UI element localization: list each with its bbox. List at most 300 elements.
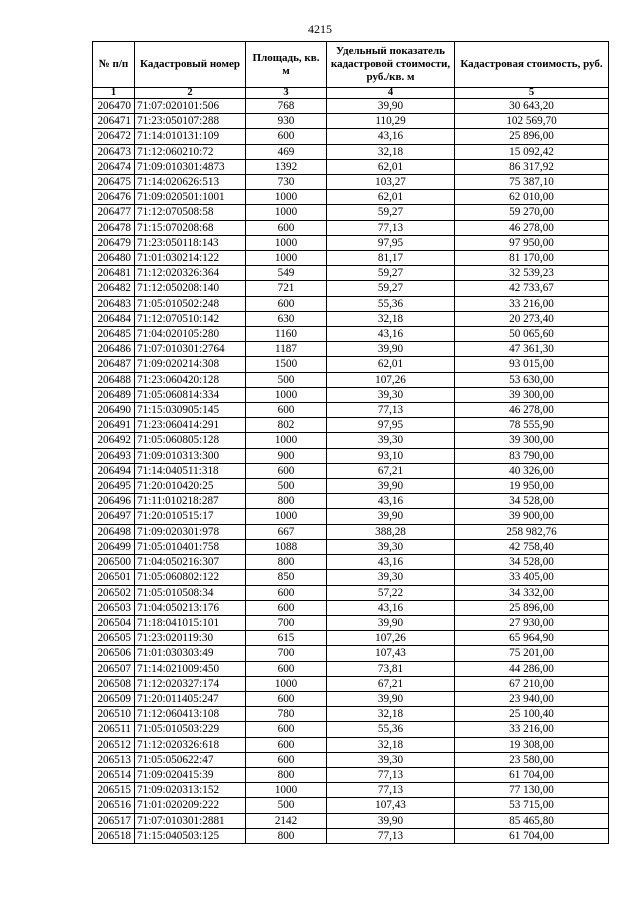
- area-value: 469: [246, 144, 327, 159]
- cost-value: 34 332,00: [455, 585, 609, 600]
- row-number: 206471: [93, 114, 135, 129]
- rate-value: 39,90: [327, 509, 455, 524]
- cadastral-number: 71:23:020119:30: [135, 631, 246, 646]
- rate-value: 39,90: [327, 479, 455, 494]
- rate-value: 81,17: [327, 251, 455, 266]
- area-value: 600: [246, 722, 327, 737]
- cadastral-number: 71:20:010420:25: [135, 479, 246, 494]
- area-value: 600: [246, 220, 327, 235]
- cadastral-number: 71:01:020209:222: [135, 798, 246, 813]
- area-value: 780: [246, 707, 327, 722]
- area-value: 800: [246, 828, 327, 843]
- row-number: 206482: [93, 281, 135, 296]
- table-row: [93, 707, 609, 722]
- area-value: 600: [246, 296, 327, 311]
- row-number: 206492: [93, 433, 135, 448]
- row-number: 206488: [93, 372, 135, 387]
- row-number: 206513: [93, 752, 135, 767]
- row-number: 206485: [93, 327, 135, 342]
- cost-value: 44 286,00: [455, 661, 609, 676]
- row-number: 206516: [93, 798, 135, 813]
- row-number: 206470: [93, 99, 135, 114]
- area-value: 1000: [246, 251, 327, 266]
- table-row: [93, 311, 609, 326]
- row-number: 206505: [93, 631, 135, 646]
- column-number: 1: [93, 88, 135, 99]
- cost-value: 93 015,00: [455, 357, 609, 372]
- cost-value: 25 896,00: [455, 600, 609, 615]
- table-row: [93, 387, 609, 402]
- cadastral-number: 71:09:020214:308: [135, 357, 246, 372]
- cadastral-number: 71:01:030303:49: [135, 646, 246, 661]
- cadastral-number: 71:12:020326:618: [135, 737, 246, 752]
- rate-value: 39,90: [327, 691, 455, 706]
- cadastral-number: 71:07:020101:506: [135, 99, 246, 114]
- cost-value: 42 758,40: [455, 539, 609, 554]
- cadastral-number: 71:09:020313:152: [135, 783, 246, 798]
- row-number: 206487: [93, 357, 135, 372]
- column-number: 2: [135, 88, 246, 99]
- table-header: [93, 42, 609, 99]
- row-number: 206473: [93, 144, 135, 159]
- table-row: [93, 600, 609, 615]
- table-row: [93, 463, 609, 478]
- area-value: 549: [246, 266, 327, 281]
- table-row: [93, 661, 609, 676]
- cost-value: 47 361,30: [455, 342, 609, 357]
- rate-value: 43,16: [327, 494, 455, 509]
- cost-value: 81 170,00: [455, 251, 609, 266]
- cost-value: 39 900,00: [455, 509, 609, 524]
- table-row: [93, 327, 609, 342]
- cost-value: 50 065,60: [455, 327, 609, 342]
- cost-value: 30 643,20: [455, 99, 609, 114]
- cost-value: 39 300,00: [455, 433, 609, 448]
- table-row: [93, 631, 609, 646]
- row-number: 206495: [93, 479, 135, 494]
- table-row: [93, 281, 609, 296]
- table-row: [93, 129, 609, 144]
- row-number: 206493: [93, 448, 135, 463]
- area-value: 1000: [246, 676, 327, 691]
- cost-value: 97 950,00: [455, 235, 609, 250]
- row-number: 206481: [93, 266, 135, 281]
- table-row: [93, 479, 609, 494]
- row-number: 206498: [93, 524, 135, 539]
- cost-value: 67 210,00: [455, 676, 609, 691]
- row-number: 206494: [93, 463, 135, 478]
- rate-value: 59,27: [327, 281, 455, 296]
- rate-value: 32,18: [327, 144, 455, 159]
- cost-value: 23 940,00: [455, 691, 609, 706]
- cadastral-number: 71:12:020326:364: [135, 266, 246, 281]
- rate-value: 77,13: [327, 220, 455, 235]
- cadastral-number: 71:07:010301:2764: [135, 342, 246, 357]
- cadastral-number: 71:23:060420:128: [135, 372, 246, 387]
- table-row: [93, 448, 609, 463]
- rate-value: 107,43: [327, 798, 455, 813]
- rate-value: 39,30: [327, 570, 455, 585]
- row-number: 206504: [93, 615, 135, 630]
- cost-value: 19 308,00: [455, 737, 609, 752]
- rate-value: 93,10: [327, 448, 455, 463]
- cost-value: 34 528,00: [455, 555, 609, 570]
- table-row: [93, 828, 609, 843]
- cost-value: 39 300,00: [455, 387, 609, 402]
- row-number: 206475: [93, 175, 135, 190]
- cost-value: 65 964,90: [455, 631, 609, 646]
- cost-value: 53 630,00: [455, 372, 609, 387]
- table-row: [93, 159, 609, 174]
- cost-value: 34 528,00: [455, 494, 609, 509]
- row-number: 206496: [93, 494, 135, 509]
- table-row: [93, 570, 609, 585]
- area-value: 800: [246, 494, 327, 509]
- area-value: 800: [246, 555, 327, 570]
- area-value: 1000: [246, 783, 327, 798]
- row-number: 206499: [93, 539, 135, 554]
- cadastral-number: 71:14:021009:450: [135, 661, 246, 676]
- cadastral-table: [92, 41, 609, 844]
- area-value: 850: [246, 570, 327, 585]
- row-number: 206506: [93, 646, 135, 661]
- cadastral-number: 71:05:010508:34: [135, 585, 246, 600]
- cost-value: 25 896,00: [455, 129, 609, 144]
- row-number: 206476: [93, 190, 135, 205]
- rate-value: 62,01: [327, 357, 455, 372]
- area-value: 930: [246, 114, 327, 129]
- table-row: [93, 585, 609, 600]
- cost-value: 102 569,70: [455, 114, 609, 129]
- cost-value: 33 216,00: [455, 296, 609, 311]
- rate-value: 110,29: [327, 114, 455, 129]
- area-value: 600: [246, 463, 327, 478]
- area-value: 600: [246, 752, 327, 767]
- header-cost: Кадастровая стоимость, руб.: [455, 42, 609, 88]
- cost-value: 40 326,00: [455, 463, 609, 478]
- row-number: 206515: [93, 783, 135, 798]
- area-value: 600: [246, 600, 327, 615]
- rate-value: 39,90: [327, 813, 455, 828]
- table-row: [93, 433, 609, 448]
- rate-value: 77,13: [327, 828, 455, 843]
- column-number: 5: [455, 88, 609, 99]
- cadastral-number: 71:23:050107:288: [135, 114, 246, 129]
- cadastral-number: 71:07:010301:2881: [135, 813, 246, 828]
- cadastral-number: 71:18:041015:101: [135, 615, 246, 630]
- table-row: [93, 251, 609, 266]
- rate-value: 43,16: [327, 555, 455, 570]
- row-number: 206484: [93, 311, 135, 326]
- cadastral-number: 71:04:020105:280: [135, 327, 246, 342]
- table-row: [93, 418, 609, 433]
- area-value: 700: [246, 615, 327, 630]
- cadastral-number: 71:04:050213:176: [135, 600, 246, 615]
- cost-value: 78 555,90: [455, 418, 609, 433]
- row-number: 206500: [93, 555, 135, 570]
- cost-value: 42 733,67: [455, 281, 609, 296]
- rate-value: 39,90: [327, 615, 455, 630]
- table-row: [93, 752, 609, 767]
- row-number: 206511: [93, 722, 135, 737]
- cadastral-number: 71:05:010401:758: [135, 539, 246, 554]
- cadastral-number: 71:09:020301:978: [135, 524, 246, 539]
- row-number: 206479: [93, 235, 135, 250]
- table-body: [93, 99, 609, 844]
- table-row: [93, 266, 609, 281]
- rate-value: 77,13: [327, 403, 455, 418]
- table-row: [93, 615, 609, 630]
- area-value: 1500: [246, 357, 327, 372]
- row-number: 206483: [93, 296, 135, 311]
- rate-value: 43,16: [327, 129, 455, 144]
- area-value: 1000: [246, 387, 327, 402]
- table-row: [93, 235, 609, 250]
- rate-value: 59,27: [327, 205, 455, 220]
- cadastral-number: 71:12:060413:108: [135, 707, 246, 722]
- rate-value: 73,81: [327, 661, 455, 676]
- row-number: 206474: [93, 159, 135, 174]
- table-row: [93, 190, 609, 205]
- rate-value: 57,22: [327, 585, 455, 600]
- cadastral-number: 71:12:070508:58: [135, 205, 246, 220]
- cost-value: 15 092,42: [455, 144, 609, 159]
- table-row: [93, 144, 609, 159]
- row-number: 206501: [93, 570, 135, 585]
- cost-value: 25 100,40: [455, 707, 609, 722]
- area-value: 1000: [246, 190, 327, 205]
- area-value: 802: [246, 418, 327, 433]
- area-value: 730: [246, 175, 327, 190]
- header-cadastral-number: Кадастровый номер: [135, 42, 246, 88]
- rate-value: 32,18: [327, 707, 455, 722]
- row-number: 206514: [93, 767, 135, 782]
- cost-value: 32 539,23: [455, 266, 609, 281]
- area-value: 667: [246, 524, 327, 539]
- cost-value: 83 790,00: [455, 448, 609, 463]
- cost-value: 62 010,00: [455, 190, 609, 205]
- row-number: 206489: [93, 387, 135, 402]
- cost-value: 75 201,00: [455, 646, 609, 661]
- table-row: [93, 646, 609, 661]
- cadastral-number: 71:12:070510:142: [135, 311, 246, 326]
- rate-value: 39,90: [327, 342, 455, 357]
- area-value: 500: [246, 372, 327, 387]
- area-value: 630: [246, 311, 327, 326]
- area-value: 500: [246, 798, 327, 813]
- cadastral-number: 71:09:020501:1001: [135, 190, 246, 205]
- cost-value: 33 405,00: [455, 570, 609, 585]
- cost-value: 75 387,10: [455, 175, 609, 190]
- area-value: 1160: [246, 327, 327, 342]
- cost-value: 46 278,00: [455, 403, 609, 418]
- cost-value: 85 465,80: [455, 813, 609, 828]
- rate-value: 97,95: [327, 235, 455, 250]
- area-value: 1187: [246, 342, 327, 357]
- area-value: 500: [246, 479, 327, 494]
- cadastral-number: 71:23:050118:143: [135, 235, 246, 250]
- row-number: 206509: [93, 691, 135, 706]
- table-row: [93, 372, 609, 387]
- cost-value: 59 270,00: [455, 205, 609, 220]
- rate-value: 32,18: [327, 737, 455, 752]
- area-value: 768: [246, 99, 327, 114]
- table-row: [93, 539, 609, 554]
- row-number: 206490: [93, 403, 135, 418]
- row-number: 206502: [93, 585, 135, 600]
- cadastral-number: 71:14:010131:109: [135, 129, 246, 144]
- cost-value: 27 930,00: [455, 615, 609, 630]
- rate-value: 388,28: [327, 524, 455, 539]
- rate-value: 62,01: [327, 159, 455, 174]
- area-value: 700: [246, 646, 327, 661]
- row-number: 206507: [93, 661, 135, 676]
- cadastral-number: 71:20:010515:17: [135, 509, 246, 524]
- area-value: 800: [246, 767, 327, 782]
- area-value: 600: [246, 691, 327, 706]
- rate-value: 59,27: [327, 266, 455, 281]
- cadastral-number: 71:05:060802:122: [135, 570, 246, 585]
- row-number: 206512: [93, 737, 135, 752]
- cadastral-number: 71:12:050208:140: [135, 281, 246, 296]
- area-value: 2142: [246, 813, 327, 828]
- rate-value: 39,90: [327, 99, 455, 114]
- cadastral-number: 71:12:020327:174: [135, 676, 246, 691]
- rate-value: 39,30: [327, 387, 455, 402]
- cadastral-number: 71:15:030905:145: [135, 403, 246, 418]
- rate-value: 32,18: [327, 311, 455, 326]
- cadastral-number: 71:09:020415:39: [135, 767, 246, 782]
- table-row: [93, 737, 609, 752]
- cadastral-number: 71:05:010503:229: [135, 722, 246, 737]
- row-number: 206472: [93, 129, 135, 144]
- table-row: [93, 798, 609, 813]
- cadastral-number: 71:11:010218:287: [135, 494, 246, 509]
- row-number: 206510: [93, 707, 135, 722]
- table-row: [93, 555, 609, 570]
- area-value: 600: [246, 129, 327, 144]
- rate-value: 77,13: [327, 767, 455, 782]
- rate-value: 39,30: [327, 433, 455, 448]
- area-value: 600: [246, 585, 327, 600]
- rate-value: 77,13: [327, 783, 455, 798]
- row-number: 206477: [93, 205, 135, 220]
- rate-value: 43,16: [327, 600, 455, 615]
- rate-value: 67,21: [327, 676, 455, 691]
- row-number: 206517: [93, 813, 135, 828]
- page-number: 4215: [308, 22, 332, 36]
- table-row: [93, 813, 609, 828]
- rate-value: 62,01: [327, 190, 455, 205]
- header-rate: Удельный показатель кадастровой стоимости, руб./кв. м: [327, 42, 455, 88]
- column-number: 3: [246, 88, 327, 99]
- cost-value: 61 704,00: [455, 767, 609, 782]
- area-value: 1000: [246, 235, 327, 250]
- cadastral-number: 71:05:010502:248: [135, 296, 246, 311]
- area-value: 600: [246, 737, 327, 752]
- cost-value: 86 317,92: [455, 159, 609, 174]
- rate-value: 55,36: [327, 296, 455, 311]
- rate-value: 97,95: [327, 418, 455, 433]
- table-row: [93, 357, 609, 372]
- rate-value: 103,27: [327, 175, 455, 190]
- area-value: 721: [246, 281, 327, 296]
- row-number: 206497: [93, 509, 135, 524]
- cadastral-number: 71:05:050622:47: [135, 752, 246, 767]
- table-row: [93, 676, 609, 691]
- row-number: 206518: [93, 828, 135, 843]
- rate-value: 43,16: [327, 327, 455, 342]
- cadastral-number: 71:15:040503:125: [135, 828, 246, 843]
- cost-value: 46 278,00: [455, 220, 609, 235]
- area-value: 600: [246, 403, 327, 418]
- table-row: [93, 403, 609, 418]
- row-number: 206486: [93, 342, 135, 357]
- cost-value: 23 580,00: [455, 752, 609, 767]
- cadastral-number: 71:04:050216:307: [135, 555, 246, 570]
- table-row: [93, 722, 609, 737]
- cost-value: 77 130,00: [455, 783, 609, 798]
- area-value: 1000: [246, 205, 327, 220]
- row-number: 206478: [93, 220, 135, 235]
- cadastral-number: 71:05:060814:334: [135, 387, 246, 402]
- cadastral-number: 71:05:060805:128: [135, 433, 246, 448]
- cost-value: 61 704,00: [455, 828, 609, 843]
- rate-value: 67,21: [327, 463, 455, 478]
- rate-value: 107,26: [327, 631, 455, 646]
- row-number: 206503: [93, 600, 135, 615]
- cost-value: 258 982,76: [455, 524, 609, 539]
- table-row: [93, 342, 609, 357]
- row-number: 206491: [93, 418, 135, 433]
- cost-value: 19 950,00: [455, 479, 609, 494]
- table-row: [93, 494, 609, 509]
- table-row: [93, 767, 609, 782]
- area-value: 615: [246, 631, 327, 646]
- rate-value: 55,36: [327, 722, 455, 737]
- cadastral-number: 71:14:040511:318: [135, 463, 246, 478]
- table-row: [93, 114, 609, 129]
- rate-value: 107,43: [327, 646, 455, 661]
- area-value: 1000: [246, 433, 327, 448]
- rate-value: 39,30: [327, 752, 455, 767]
- table-row: [93, 175, 609, 190]
- cost-value: 20 273,40: [455, 311, 609, 326]
- rate-value: 39,30: [327, 539, 455, 554]
- row-number: 206508: [93, 676, 135, 691]
- table-row: [93, 691, 609, 706]
- cadastral-number: 71:15:070208:68: [135, 220, 246, 235]
- header-area: Площадь, кв. м: [246, 42, 327, 88]
- table-row: [93, 509, 609, 524]
- cost-value: 33 216,00: [455, 722, 609, 737]
- row-number: 206480: [93, 251, 135, 266]
- cadastral-number: 71:23:060414:291: [135, 418, 246, 433]
- table-row: [93, 296, 609, 311]
- table-row: [93, 783, 609, 798]
- table-row: [93, 220, 609, 235]
- column-number: 4: [327, 88, 455, 99]
- cadastral-number: 71:20:011405:247: [135, 691, 246, 706]
- header-num: № п/п: [93, 42, 135, 88]
- cost-value: 53 715,00: [455, 798, 609, 813]
- table-row: [93, 524, 609, 539]
- cadastral-number: 71:01:030214:122: [135, 251, 246, 266]
- area-value: 1000: [246, 509, 327, 524]
- table-row: [93, 205, 609, 220]
- cadastral-number: 71:14:020626:513: [135, 175, 246, 190]
- table-row: [93, 99, 609, 114]
